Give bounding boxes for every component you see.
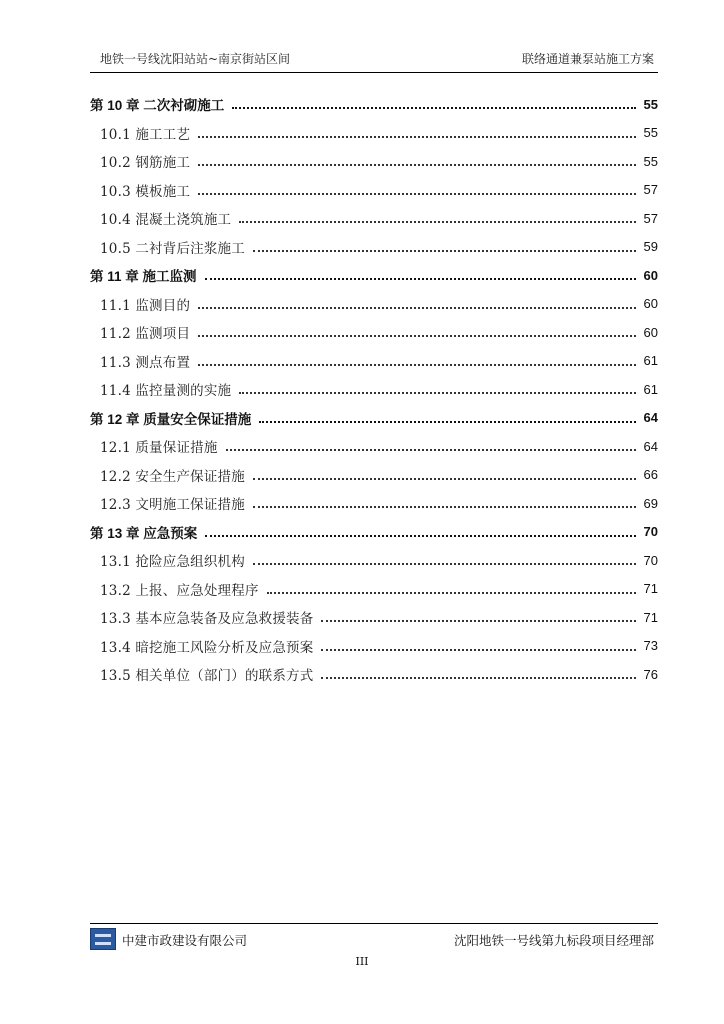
toc-section-entry[interactable] [90,575,658,604]
toc-entry-label: 10.4 混凝土浇筑施工 [100,212,232,229]
toc-entry-label: 13.4 暗挖施工风险分析及应急预案 [100,639,314,656]
toc-section-entry[interactable] [90,432,658,461]
toc-section-entry[interactable] [90,233,658,262]
toc-entry-label: 11.3 测点布置 [100,354,191,371]
toc-section-entry[interactable] [90,290,658,319]
toc-entry-page: 55 [643,125,658,141]
toc-entry-page: 66 [643,467,658,483]
toc-entry-page: 59 [643,239,658,255]
toc-leader-dots [321,635,635,651]
toc-entry-label: 10.1 施工工艺 [100,126,191,143]
footer-company-name: 中建市政建设有限公司 [122,933,248,948]
toc-entry-label: 11.1 监测目的 [100,297,191,314]
page-number: III [355,955,369,968]
toc-entry-page: 61 [643,381,658,397]
page-footer [90,928,658,950]
toc-leader-dots [198,293,635,309]
toc-chapter-entry[interactable] [90,90,658,119]
toc-entry-page: 64 [643,438,658,454]
toc-entry-page: 55 [643,153,658,169]
toc-entry-label: 10.3 模板施工 [100,183,191,200]
toc-section-entry[interactable] [90,461,658,490]
toc-entry-page: 71 [643,609,658,625]
toc-entry-page: 61 [643,353,658,369]
toc-entry-label: 10.2 钢筋施工 [100,155,191,172]
toc-entry-label: 第 12 章 质量安全保证措施 [90,411,252,427]
toc-entry-page: 70 [643,552,658,568]
toc-leader-dots [205,521,635,537]
toc-leader-dots [239,378,635,394]
toc-entry-page: 71 [643,581,658,597]
toc-entry-label: 10.5 二衬背后注浆施工 [100,240,245,257]
toc-section-entry[interactable] [90,489,658,518]
toc-section-entry[interactable] [90,660,658,689]
toc-section-entry[interactable] [90,546,658,575]
toc-leader-dots [321,606,635,622]
toc-entry-page: 60 [643,296,658,312]
toc-chapter-entry[interactable] [90,404,658,433]
header-document-title: 联络通道兼泵站施工方案 [521,52,654,66]
toc-leader-dots [198,179,635,195]
toc-leader-dots [259,407,635,423]
toc-entry-label: 13.5 相关单位（部门）的联系方式 [100,668,314,685]
toc-leader-dots [226,435,636,451]
toc-section-entry[interactable] [90,375,658,404]
toc-entry-label: 13.3 基本应急装备及应急救援装备 [100,611,314,628]
toc-entry-label: 12.1 质量保证措施 [100,440,218,457]
toc-leader-dots [198,321,635,337]
toc-leader-dots [198,122,635,138]
toc-chapter-entry[interactable] [90,518,658,547]
toc-entry-label: 第 11 章 施工监测 [90,269,197,285]
toc-entry-page: 55 [643,96,658,112]
toc-entry-page: 60 [643,324,658,340]
toc-entry-page: 64 [643,410,658,426]
toc-entry-page: 76 [643,666,658,682]
toc-leader-dots [239,207,635,223]
toc-section-entry[interactable] [90,204,658,233]
toc-leader-dots [253,236,636,252]
company-logo-icon [90,928,116,950]
table-of-contents [90,90,658,689]
toc-leader-dots [198,350,635,366]
toc-section-entry[interactable] [90,318,658,347]
toc-leader-dots [253,464,636,480]
toc-leader-dots [205,264,636,280]
toc-entry-label: 13.2 上报、应急处理程序 [100,582,259,599]
toc-section-entry[interactable] [90,603,658,632]
toc-leader-dots [253,492,636,508]
toc-entry-label: 第 10 章 二次衬砌施工 [90,98,225,114]
toc-entry-page: 70 [643,524,658,540]
toc-entry-label: 11.4 监控量测的实施 [100,383,232,400]
footer-department: 沈阳地铁一号线第九标段项目经理部 [453,933,654,948]
toc-entry-label: 11.2 监测项目 [100,326,191,343]
header-rule [90,72,658,73]
toc-entry-page: 57 [643,182,658,198]
toc-entry-label: 第 13 章 应急预案 [90,525,198,541]
toc-section-entry[interactable] [90,632,658,661]
toc-entry-page: 73 [643,638,658,654]
toc-entry-page: 60 [643,267,658,283]
toc-entry-page: 57 [643,210,658,226]
header-project-title: 地铁一号线沈阳站站~南京街站区间 [100,52,291,66]
toc-entry-label: 12.2 安全生产保证措施 [100,468,245,485]
toc-leader-dots [253,549,636,565]
toc-section-entry[interactable] [90,147,658,176]
footer-rule [90,923,658,924]
toc-section-entry[interactable] [90,347,658,376]
toc-entry-page: 69 [643,495,658,511]
toc-chapter-entry[interactable] [90,261,658,290]
toc-section-entry[interactable] [90,119,658,148]
toc-leader-dots [232,93,635,109]
toc-leader-dots [321,663,635,679]
toc-section-entry[interactable] [90,176,658,205]
toc-leader-dots [267,578,636,594]
toc-entry-label: 13.1 抢险应急组织机构 [100,554,245,571]
toc-entry-label: 12.3 文明施工保证措施 [100,497,245,514]
toc-leader-dots [198,150,635,166]
page-header [90,50,658,72]
